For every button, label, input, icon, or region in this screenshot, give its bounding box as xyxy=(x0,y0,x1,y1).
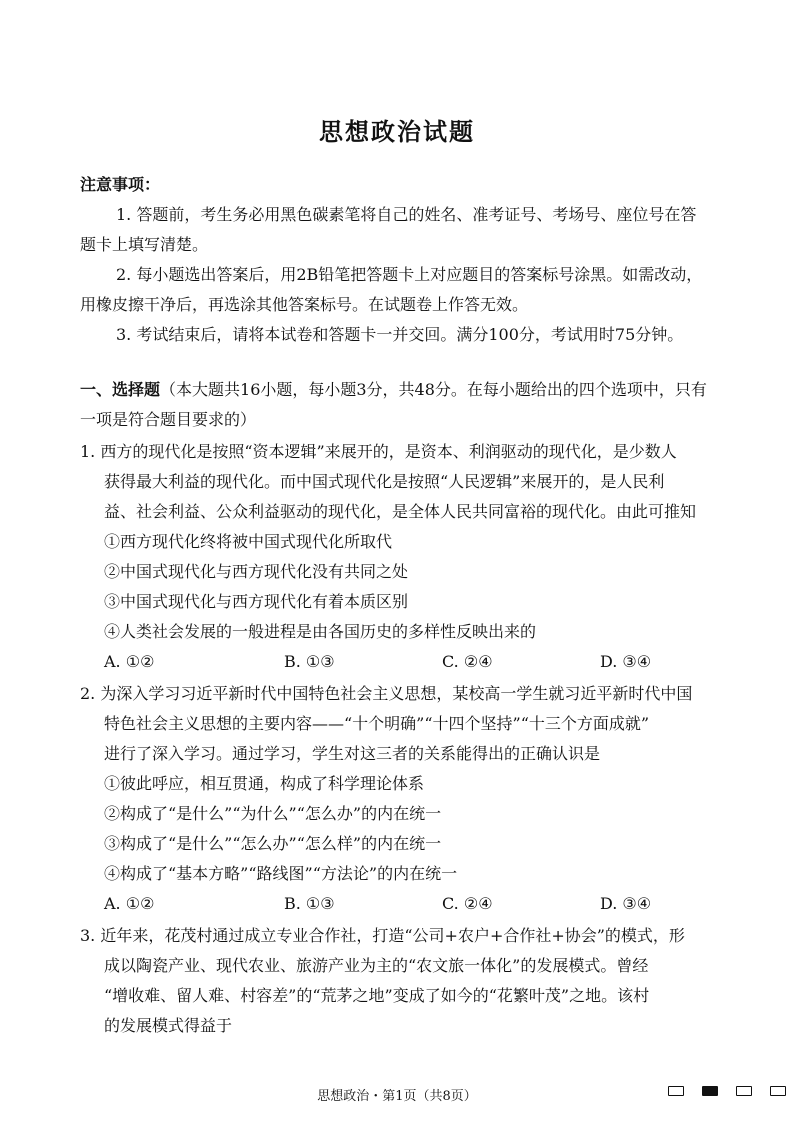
section-heading: 一、选择题 xyxy=(80,380,161,399)
page-marker-box xyxy=(736,1086,752,1096)
page-marker-box xyxy=(770,1086,786,1096)
question-1-option-b: B. ①③ xyxy=(284,652,335,671)
question-2-stem: 2. 为深入学习习近平新时代中国特色社会主义思想，某校高一学生就习近平新时代中国 xyxy=(80,684,693,703)
page-marker-box-filled xyxy=(702,1086,718,1096)
section-desc-cont: 一项是符合题目要求的） xyxy=(80,410,257,429)
notice-heading: 注意事项： xyxy=(80,175,161,194)
question-2-item: ③构成了“是什么”“怎么办”“怎么样”的内在统一 xyxy=(104,834,442,853)
question-2-option-a: A. ①② xyxy=(104,894,155,913)
page-marker-box xyxy=(668,1086,684,1096)
question-1-stem: 1. 西方的现代化是按照“资本逻辑”来展开的，是资本、利润驱动的现代化，是少数人 xyxy=(80,442,677,461)
notice-line: 用橡皮擦干净后，再选涂其他答案标号。在试题卷上作答无效。 xyxy=(80,295,529,314)
notice-line: 题卡上填写清楚。 xyxy=(80,235,209,254)
notice-line: 3. 考试结束后，请将本试卷和答题卡一并交回。满分100分，考试用时75分钟。 xyxy=(116,325,684,344)
question-2-option-c: C. ②④ xyxy=(442,894,493,913)
question-1-option-d: D. ③④ xyxy=(600,652,652,671)
question-2-stem: 特色社会主义思想的主要内容——“十个明确”“十四个坚持”“十三个方面成就” xyxy=(104,714,650,733)
question-1-stem: 获得最大利益的现代化。而中国式现代化是按照“人民逻辑”来展开的，是人民利 xyxy=(104,472,665,491)
question-2-item: ①彼此呼应，相互贯通，构成了科学理论体系 xyxy=(104,774,425,793)
question-1-option-c: C. ②④ xyxy=(442,652,493,671)
question-1-item: ④人类社会发展的一般进程是由各国历史的多样性反映出来的 xyxy=(104,622,537,641)
question-2-option-d: D. ③④ xyxy=(600,894,652,913)
question-2-item: ②构成了“是什么”“为什么”“怎么办”的内在统一 xyxy=(104,804,442,823)
question-2-item: ④构成了“基本方略”“路线图”“方法论”的内在统一 xyxy=(104,864,458,883)
question-1-item: ③中国式现代化与西方现代化有着本质区别 xyxy=(104,592,409,611)
question-1-option-a: A. ①② xyxy=(104,652,155,671)
question-3-stem: 3. 近年来，花茂村通过成立专业合作社，打造“公司+农户+合作社+协会”的模式，形 xyxy=(80,926,685,945)
section-heading-line xyxy=(80,379,707,401)
question-3-stem: “增收难、留人难、村容差”的“荒茅之地”变成了如今的“花繁叶茂”之地。该村 xyxy=(104,986,650,1005)
section-desc: （本大题共16小题，每小题3分，共48分。在每小题给出的四个选项中，只有 xyxy=(160,380,707,399)
page-footer: 思想政治・第1页（共8页） xyxy=(317,1089,477,1104)
question-2-stem: 进行了深入学习。通过学习，学生对这三者的关系能得出的正确认识是 xyxy=(104,744,601,763)
question-3-stem: 的发展模式得益于 xyxy=(104,1016,233,1035)
question-3-stem: 成以陶瓷产业、现代农业、旅游产业为主的“农文旅一体化”的发展模式。曾经 xyxy=(104,956,649,975)
notice-line: 1. 答题前，考生务必用黑色碳素笔将自己的姓名、准考证号、考场号、座位号在答 xyxy=(116,205,697,224)
question-2-option-b: B. ①③ xyxy=(284,894,335,913)
notice-line: 2. 每小题选出答案后，用2B铅笔把答题卡上对应题目的答案标号涂黑。如需改动， xyxy=(116,265,703,284)
question-1-stem: 益、社会利益、公众利益驱动的现代化，是全体人民共同富裕的现代化。由此可推知 xyxy=(104,502,697,521)
question-1-item: ①西方现代化终将被中国式现代化所取代 xyxy=(104,532,393,551)
question-1-item: ②中国式现代化与西方现代化没有共同之处 xyxy=(104,562,409,581)
page-title: 思想政治试题 xyxy=(319,117,475,146)
